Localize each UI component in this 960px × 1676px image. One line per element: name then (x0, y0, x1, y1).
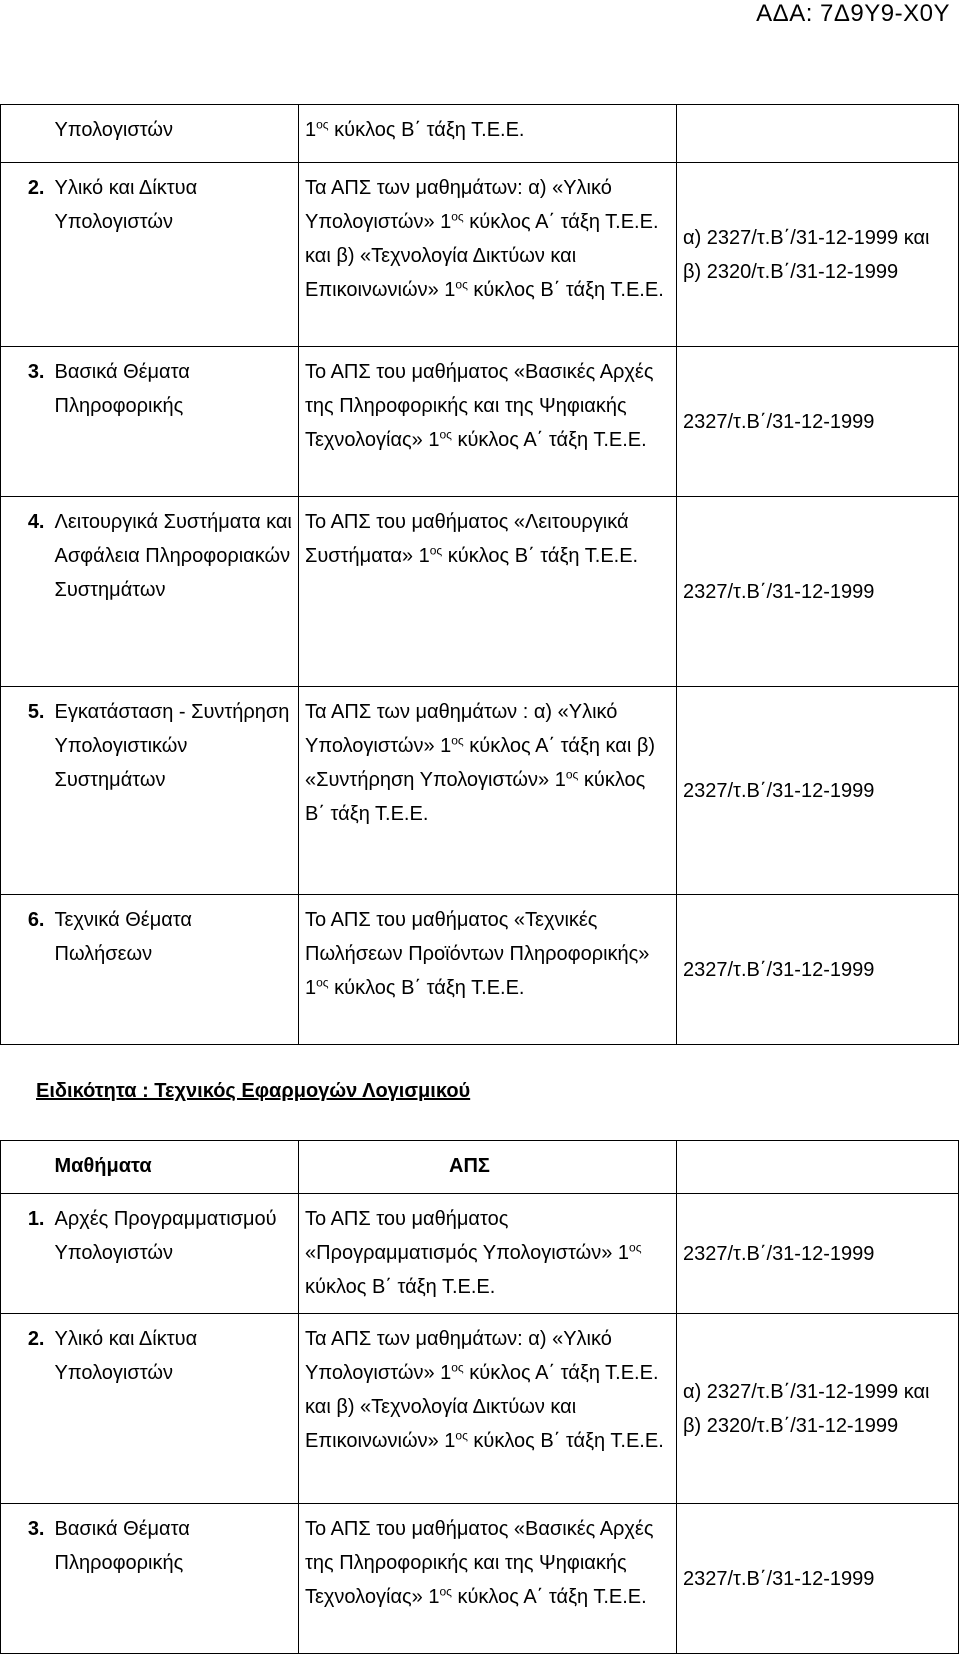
table-row (1, 347, 959, 497)
table-row (1, 1194, 959, 1314)
aps-description: Το ΑΠΣ του μαθήματος «Λειτουργικά Συστήματα» $1^{o\varsigma}$ κύκλος Β΄ τάξη Τ.Ε.Ε. (299, 497, 677, 687)
aps-description: Το ΑΠΣ του μαθήματος «Προγραμματισμός Υπολογιστών» $1^{o\varsigma}$ κύκλος Β΄ τάξη Τ.Ε.Ε. (299, 1194, 677, 1314)
fek-reference: 2327/τ.Β΄/31-12-1999 (677, 1504, 959, 1654)
aps-header: ΑΠΣ (299, 1141, 677, 1194)
course-name: Υλικό και Δίκτυα Υπολογιστών (49, 1314, 299, 1504)
course-name: Βασικά Θέματα Πληροφορικής (49, 347, 299, 497)
aps-description: Το ΑΠΣ του μαθήματος «Βασικές Αρχές της Πληροφορικής και της Ψηφιακής Τεχνολογίας» $1^{o\varsigma}$ κύκλος Α΄ τάξη Τ.Ε.Ε. (299, 1504, 677, 1654)
table-row (1, 895, 959, 1045)
course-name: Βασικά Θέματα Πληροφορικής (49, 1504, 299, 1654)
table-row (1, 163, 959, 347)
course-name: Λειτουργικά Συστήματα και Ασφάλεια Πληροφοριακών Συστημάτων (49, 497, 299, 687)
aps-description: Το ΑΠΣ του μαθήματος «Τεχνικές Πωλήσεων Προϊόντων Πληροφορικής» $1^{o\varsigma}$ κύκλος Β΄ τάξη Τ.Ε.Ε. (299, 895, 677, 1045)
table-row (1, 497, 959, 687)
table-row (1, 1504, 959, 1654)
row-number: 5. (1, 687, 49, 895)
specialty-title: Ειδικότητα : Τεχνικός Εφαρμογών Λογισμικού (36, 1080, 471, 1102)
fek-reference: 2327/τ.Β΄/31-12-1999 (677, 497, 959, 687)
row-number: 4. (1, 497, 49, 687)
fek-reference (677, 105, 959, 163)
table-row (1, 105, 959, 163)
table-row (1, 687, 959, 895)
courses-header: Μαθήματα (49, 1141, 299, 1194)
row-number: 6. (1, 895, 49, 1045)
row-number: 2. (1, 163, 49, 347)
aps-description: Τα ΑΠΣ των μαθημάτων: α) «Υλικό Υπολογιστών» $1^{o\varsigma}$ κύκλος Α΄ τάξη Τ.Ε.Ε. και β) «Τεχνολογία Δικτύων και Επικοινωνιών» $1^{o\varsigma}$ κύκλος Β΄ τάξη Τ.Ε.Ε. (299, 1314, 677, 1504)
ada-code: ΑΔΑ: 7Δ9Υ9-Χ0Υ (756, 0, 950, 27)
fek-reference: α) 2327/τ.Β΄/31-12-1999 και β) 2320/τ.Β΄/31-12-1999 (677, 1314, 959, 1504)
row-number (1, 105, 49, 163)
table-row (1, 1314, 959, 1504)
course-name: Αρχές Προγραμματισμού Υπολογιστών (49, 1194, 299, 1314)
course-name: Τεχνικά Θέματα Πωλήσεων (49, 895, 299, 1045)
table-header-row (1, 1141, 959, 1194)
course-name: Υλικό και Δίκτυα Υπολογιστών (49, 163, 299, 347)
aps-description: Το ΑΠΣ του μαθήματος «Βασικές Αρχές της Πληροφορικής και της Ψηφιακής Τεχνολογίας» $1^{o\varsigma}$ κύκλος Α΄ τάξη Τ.Ε.Ε. (299, 347, 677, 497)
row-number: 3. (1, 1504, 49, 1654)
row-number: 3. (1, 347, 49, 497)
courses-table-2 (0, 1140, 959, 1654)
fek-reference: 2327/τ.Β΄/31-12-1999 (677, 1194, 959, 1314)
fek-reference: α) 2327/τ.Β΄/31-12-1999 και β) 2320/τ.Β΄/31-12-1999 (677, 163, 959, 347)
row-number: 2. (1, 1314, 49, 1504)
course-name: Εγκατάσταση - Συντήρηση Υπολογιστικών Συστημάτων (49, 687, 299, 895)
fek-reference: 2327/τ.Β΄/31-12-1999 (677, 687, 959, 895)
aps-description: Τα ΑΠΣ των μαθημάτων : α) «Υλικό Υπολογιστών» $1^{o\varsigma}$ κύκλος Α΄ τάξη και β) «Συντήρηση Υπολογιστών» $1^{o\varsigma}$ κύκλος Β΄ τάξη Τ.Ε.Ε. (299, 687, 677, 895)
fek-reference: 2327/τ.Β΄/31-12-1999 (677, 895, 959, 1045)
courses-table-1 (0, 104, 959, 1045)
row-number: 1. (1, 1194, 49, 1314)
aps-description: Τα ΑΠΣ των μαθημάτων: α) «Υλικό Υπολογιστών» $1^{o\varsigma}$ κύκλος Α΄ τάξη Τ.Ε.Ε. και β) «Τεχνολογία Δικτύων και Επικοινωνιών» $1^{o\varsigma}$ κύκλος Β΄ τάξη Τ.Ε.Ε. (299, 163, 677, 347)
aps-description: $1^{o\varsigma}$ κύκλος Β΄ τάξη Τ.Ε.Ε. (299, 105, 677, 163)
fek-reference: 2327/τ.Β΄/31-12-1999 (677, 347, 959, 497)
course-name: Υπολογιστών (49, 105, 299, 163)
